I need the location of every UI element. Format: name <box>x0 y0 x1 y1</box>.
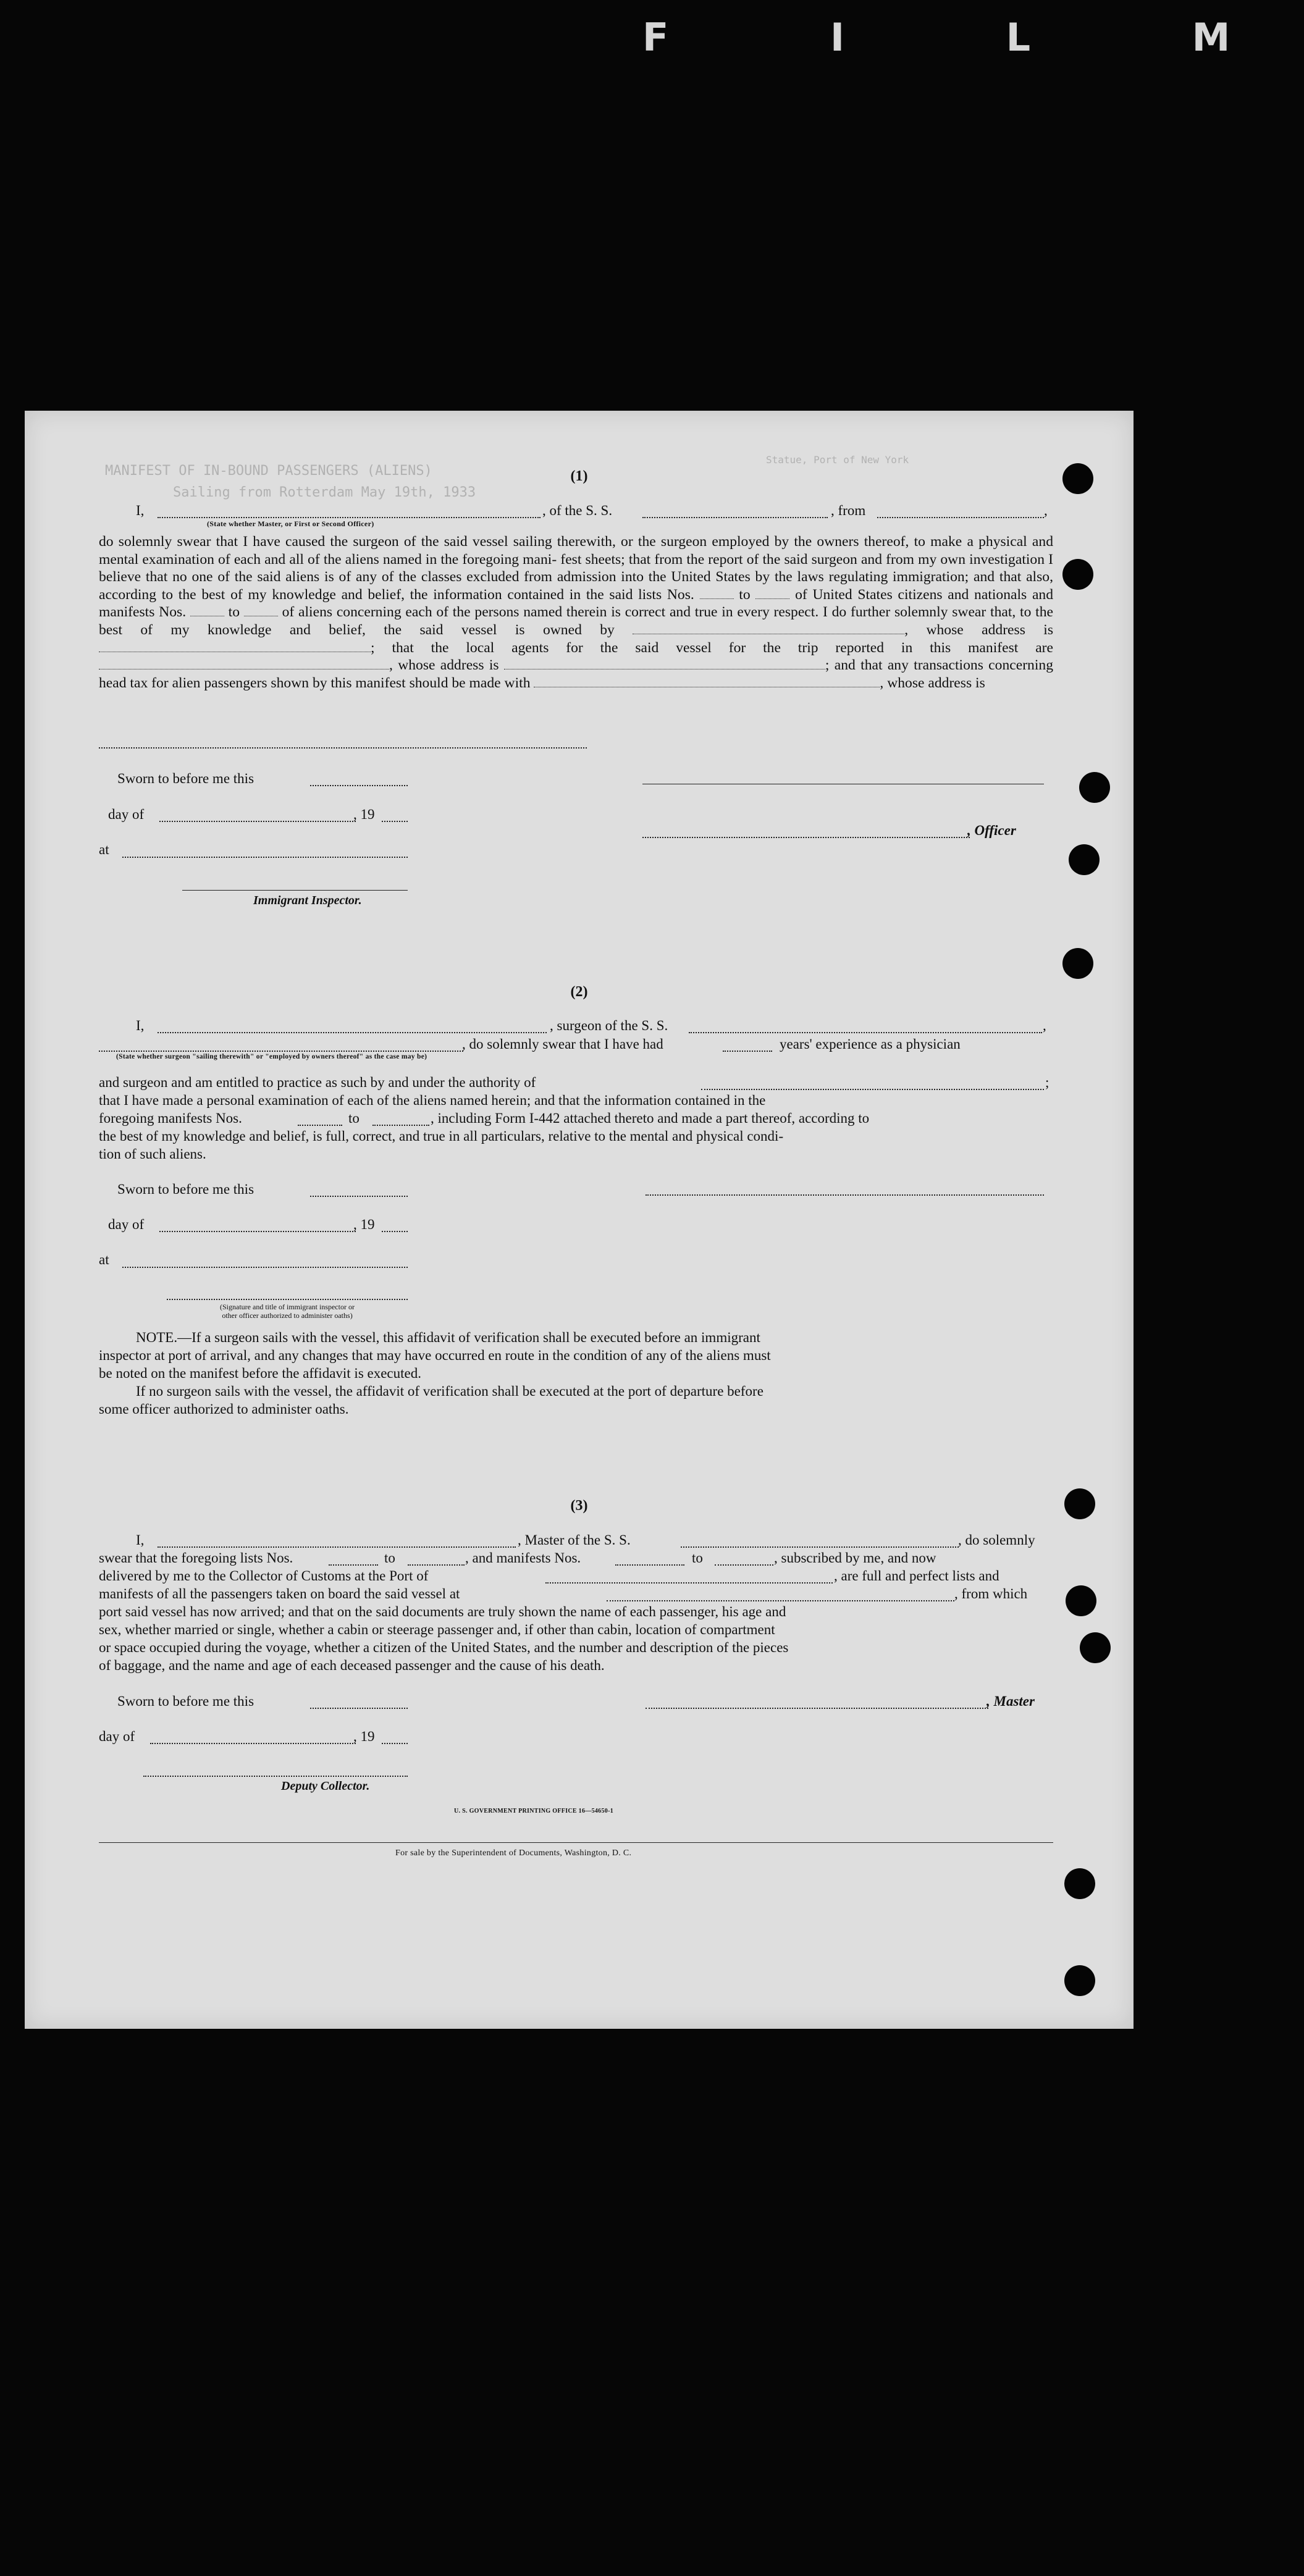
s2-l3a: and surgeon and am entitled to practice as such by and under the authority of <box>99 1075 536 1090</box>
s2-l5b: to <box>348 1110 360 1126</box>
for-sale-notice: For sale by the Superintendent of Documents, Washington, D. C. <box>395 1848 632 1858</box>
s2-sworn-label: Sworn to before me this <box>117 1181 254 1197</box>
s3-l1a: I, <box>136 1532 145 1548</box>
s1-at-label: at <box>99 842 109 857</box>
s3-l2b: to <box>384 1550 395 1566</box>
bleed-through-line-1: MANIFEST OF IN-BOUND PASSENGERS (ALIENS) <box>105 463 432 479</box>
punch-hole <box>1062 948 1093 979</box>
s2-surgeon-name-field[interactable] <box>158 1032 547 1033</box>
s3-l2a: swear that the foregoing lists Nos. <box>99 1550 293 1566</box>
s2-l6: the best of my knowledge and belief, is full, correct, and true in all particulars, relative to the mental and physical condi- <box>99 1128 784 1144</box>
punch-hole <box>1069 844 1100 875</box>
s3-l2e: , subscribed by me, and now <box>774 1550 936 1566</box>
s2-sworn-day-field[interactable] <box>310 1196 408 1197</box>
s2-signature-label-1: (Signature and title of immigrant inspector or <box>220 1303 355 1311</box>
s1-text-l8: therein is correct and true in every respect. I do further solemnly swear that, to the best of my knowledge and belief, <box>99 604 1054 638</box>
s1-lists-to-field[interactable] <box>755 598 789 599</box>
s2-ship-field[interactable] <box>689 1032 1042 1033</box>
s1-month-field[interactable] <box>159 821 356 822</box>
s3-l1c: , do solemnly <box>958 1532 1035 1548</box>
s1-text-l11a: whose address is <box>398 657 499 674</box>
s1-line1-prefix: I, <box>136 503 145 518</box>
s2-note2: inspector at port of arrival, and any changes that may have occurred en route in the condition of any of the aliens must <box>99 1348 771 1363</box>
s2-year-label: , 19 <box>353 1217 375 1232</box>
s2-day-label: day of <box>108 1217 145 1232</box>
s1-officer-field[interactable] <box>642 837 970 838</box>
s2-l5a: foregoing manifests Nos. <box>99 1110 242 1126</box>
s1-line1-end: , <box>1044 503 1048 518</box>
s3-year-field[interactable] <box>382 1743 408 1744</box>
s1-text-l7c: of aliens concerning each of the persons named <box>282 604 563 621</box>
s3-l3b: , are full and perfect lists and <box>834 1568 999 1584</box>
s1-text-l9a: the said vessel is owned by <box>384 621 615 638</box>
punch-hole <box>1062 559 1093 590</box>
punch-hole <box>1064 1868 1095 1899</box>
s1-text-l9b: , whose address is <box>904 621 1053 638</box>
s1-sworn-day-field[interactable] <box>310 785 408 786</box>
s1-rank-label: (State whether Master, or First or Second Officer) <box>207 519 374 528</box>
s1-officer-label: , Officer <box>967 823 1016 838</box>
s3-manifests-to-field[interactable] <box>715 1564 773 1566</box>
s3-deputy-signature-line[interactable] <box>143 1776 408 1777</box>
s2-signature-line[interactable] <box>646 1194 1044 1196</box>
s3-master-signature-line[interactable] <box>646 1708 988 1709</box>
printer-imprint: U. S. GOVERNMENT PRINTING OFFICE 16—54650-1 <box>454 1808 614 1815</box>
bleed-through-line-3: Statue, Port of New York <box>766 454 909 466</box>
footer-rule <box>99 1842 1053 1843</box>
s1-text-l7a: of United States citizens and nationals and manifests Nos. <box>99 586 1054 621</box>
s1-owner-field[interactable] <box>633 633 904 634</box>
s3-day-label: day of <box>99 1729 135 1744</box>
s1-text-l7b: to <box>228 604 240 621</box>
s3-l6: sex, whether married or single, whether a cabin or steerage passenger and, if other than cabin, location of compartment <box>99 1622 775 1637</box>
s1-text-l4: fest sheets; that from the report of the said surgeon and from my own investigation I believe that no one of the said <box>99 551 1053 585</box>
film-strip-label: F I L M <box>642 15 1304 60</box>
s3-master-name-field[interactable] <box>158 1546 516 1548</box>
s2-note4: If no surgeon sails with the vessel, the affidavit of verification shall be executed at the port of departure before <box>136 1383 763 1399</box>
s1-sworn-label: Sworn to before me this <box>117 771 254 786</box>
s2-note1: NOTE.—If a surgeon sails with the vessel, this affidavit of verification shall be executed before an immigrant <box>136 1330 760 1345</box>
s1-headtax-field[interactable] <box>534 686 880 687</box>
section-3-number: (3) <box>570 1498 588 1514</box>
s1-ship-field[interactable] <box>642 517 828 518</box>
s1-line1-of: , of the S. S. <box>542 503 613 518</box>
s3-master-label: , Master <box>986 1693 1035 1709</box>
s1-oath-text: do solemnly swear that I have caused the surgeon of the said vessel sailing therewith, or the surgeon employed by the owners thereof, to make a physical and mental examination of each and all of the aliens named in the foregoing mani- fest sheets; that from the report of the said surgeon and from my own investigation I believe that no one of the said aliens is of any of the classes excluded from admission into the United States by the laws regulating immigration; and that also, according to the best of my knowledge and belief, the information contained in the said lists Nos. to of United States citizens and nationals and manifests Nos. to of aliens concerning each of the persons named therein is correct and true in every respect. I do further solemnly swear that, to the best of my knowledge and belief, the said vessel is owned by , whose address is ; that the local agents for the said vessel for the trip reported in this manifest are , whose address is ; and that any transactions concerning head tax for alien passengers shown by this manifest should be made with , whose address is <box>99 534 1054 691</box>
s1-text-l2: do solemnly swear that I have caused the surgeon of the said vessel sailing therewith, or the surgeon employed by the <box>99 534 812 550</box>
s2-l5c: , including Form I-442 attached thereto and made a part thereof, according to <box>431 1110 870 1126</box>
s3-lists-to-field[interactable] <box>408 1564 465 1566</box>
s1-text-l10a: that the local agents for the said vessel for the trip reported in this manifest are <box>392 639 1053 656</box>
s2-note5: some officer authorized to administer oaths. <box>99 1401 349 1417</box>
s1-day-label: day of <box>108 807 145 822</box>
s2-signature-label-2: other officer authorized to administer oaths) <box>222 1311 353 1320</box>
s1-text-l3: owners thereof, to make a physical and mental examination of each and all of the aliens named in the foregoing mani- <box>99 534 1053 568</box>
punch-hole <box>1079 772 1110 803</box>
s2-l2b: years' experience as a physician <box>780 1036 961 1052</box>
s3-l8: of baggage, and the name and age of each deceased passenger and the cause of his death. <box>99 1658 605 1673</box>
s2-status-label: (State whether surgeon "sailing therewith" or "employed by owners thereof" as the case may be) <box>116 1053 427 1060</box>
bleed-through-line-2: Sailing from Rotterdam May 19th, 1933 <box>173 485 476 500</box>
s2-l3b: ; <box>1045 1075 1050 1090</box>
s3-boarded-at-field[interactable] <box>607 1600 954 1601</box>
s3-ship-field[interactable] <box>681 1546 959 1548</box>
s1-year-field[interactable] <box>382 821 408 822</box>
s1-text-l9c: ; <box>371 639 375 656</box>
s1-from-field[interactable] <box>877 517 1044 518</box>
s3-l2d: to <box>692 1550 703 1566</box>
s2-at-label: at <box>99 1252 109 1267</box>
s3-l5: port said vessel has now arrived; and that on the said documents are truly shown the name of each passenger, his age and <box>99 1604 786 1619</box>
s3-deputy-label: Deputy Collector. <box>281 1779 370 1793</box>
s2-status-field[interactable] <box>99 1051 463 1052</box>
s2-l2a: , do solemnly swear that I have had <box>462 1036 663 1052</box>
s3-l4a: manifests of all the passengers taken on board the said vessel at <box>99 1586 460 1601</box>
s2-at-field[interactable] <box>122 1267 408 1268</box>
s2-years-field[interactable] <box>723 1051 772 1052</box>
s1-text-l12b: , whose address is <box>880 674 985 691</box>
s1-lists-from-field[interactable] <box>700 598 734 599</box>
s2-line1-mid: , surgeon of the S. S. <box>550 1018 668 1033</box>
s1-line1-from: , from <box>831 503 866 518</box>
s3-l7: or space occupied during the voyage, whether a citizen of the United States, and the number and description of the pieces <box>99 1640 789 1655</box>
s1-text-l12a: passengers shown by this manifest should be made with <box>204 674 531 691</box>
section-2-number: (2) <box>570 984 588 1000</box>
s1-headtax-address-field[interactable] <box>99 747 587 749</box>
s1-inspector-label: Immigrant Inspector. <box>253 894 362 907</box>
s2-year-field[interactable] <box>382 1231 408 1232</box>
s1-name-field[interactable] <box>158 517 541 518</box>
s1-owner-address-field[interactable] <box>99 651 371 652</box>
s3-sworn-day-field[interactable] <box>310 1708 408 1709</box>
s2-inspector-signature-line[interactable] <box>167 1299 408 1300</box>
s1-manifests-to-field[interactable] <box>244 615 278 616</box>
s1-text-l11b: ; and that any transactions concerning head tax for alien <box>99 657 1053 691</box>
manifest-affidavit-page <box>25 411 1134 2029</box>
s2-l4: that I have made a personal examination of each of the aliens named herein; and that the information contained in the <box>99 1093 766 1108</box>
s3-month-field[interactable] <box>150 1743 356 1744</box>
s3-port-field[interactable] <box>545 1582 833 1584</box>
s3-sworn-label: Sworn to before me this <box>117 1693 254 1709</box>
s2-month-field[interactable] <box>159 1231 356 1232</box>
s3-manifests-from-field[interactable] <box>615 1564 684 1566</box>
s2-l7: tion of such aliens. <box>99 1146 206 1162</box>
s1-at-field[interactable] <box>122 857 408 858</box>
s3-l2c: , and manifests Nos. <box>465 1550 581 1566</box>
s1-inspector-signature-line[interactable] <box>182 890 408 891</box>
punch-hole <box>1066 1585 1096 1616</box>
s3-l1b: , Master of the S. S. <box>518 1532 631 1548</box>
s1-text-l6a: that also, according to the best of my knowledge and belief, the information contained in the said lists Nos. <box>99 569 1053 603</box>
s2-signature-label <box>158 1303 417 1320</box>
s2-line1-end: , <box>1043 1018 1046 1033</box>
s3-l4b: , from which <box>954 1586 1028 1601</box>
s1-agents-address-field[interactable] <box>504 668 825 669</box>
s2-manifests-from-field[interactable] <box>298 1125 342 1126</box>
s2-manifests-to-field[interactable] <box>372 1125 429 1126</box>
s1-agents-field[interactable] <box>99 668 389 669</box>
s2-authority-field[interactable] <box>701 1089 1044 1090</box>
s3-lists-from-field[interactable] <box>329 1564 378 1566</box>
s3-l3a: delivered by me to the Collector of Customs at the Port of <box>99 1568 429 1584</box>
s3-year-label: , 19 <box>353 1729 375 1744</box>
s1-manifests-from-field[interactable] <box>190 615 224 616</box>
s1-text-l6b: to <box>739 586 751 603</box>
s1-year-label: , 19 <box>353 807 375 822</box>
s2-line1-prefix: I, <box>136 1018 145 1033</box>
s1-text-l5: aliens is of any of the classes excluded from admission into the United States by the laws regulating immigration; and <box>285 569 995 585</box>
s2-note3: be noted on the manifest before the affidavit is executed. <box>99 1366 421 1381</box>
punch-hole <box>1080 1632 1111 1663</box>
section-1-number: (1) <box>570 468 588 484</box>
punch-hole <box>1064 1965 1095 1996</box>
